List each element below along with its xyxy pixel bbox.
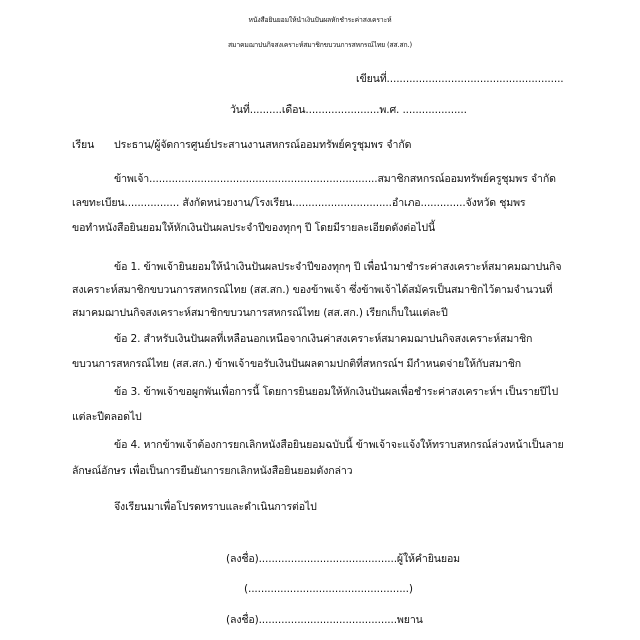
subject-recipient: ประธาน/ผู้จัดการศูนย์ประสานงานสหกรณ์ออมทรัพย์ครูชุมพร จำกัด (114, 139, 412, 151)
intro-line-1: ข้าพเจ้า.......................................................................สมาชิกสหกรณ์ออมทรัพย์ครูชุมพร จำกัด (114, 173, 556, 185)
clause-3-line-1: ข้อ 3. ข้าพเจ้าขอผูกพันเพื่อการนี้ โดยการยินยอมให้หักเงินปันผลเพื่อชำระค่าสงเคราะห์ฯ เป็นรายปีไป (114, 386, 559, 398)
consenter-name-line: (..................................................) (244, 583, 413, 595)
clause-2-line-2: ขบวนการสหกรณ์ไทย (สส.สก.) ข้าพเจ้าขอรับเงินปันผลตามปกติที่สหกรณ์ฯ มีกำหนดจ่ายให้กับสมาชิก (72, 358, 521, 370)
intro-line-3: ขอทำหนังสือยินยอมให้หักเงินปันผลประจำปีของทุกๆ ปี โดยมีรายละเอียดดังต่อไปนี้ (72, 222, 436, 234)
clause-4-line-2: ลักษณ์อักษร เพื่อเป็นการยืนยันการยกเลิกหนังสือยินยอมดังกล่าว (72, 465, 353, 477)
written-at-field: เขียนที่....................................................... (356, 73, 564, 85)
intro-line-2: เลขทะเบียน................. สังกัดหน่วยงาน/โรงเรียน...............................อำเภอ..............จังหวัด ชุมพร (72, 197, 526, 209)
clause-4-line-1: ข้อ 4. หากข้าพเจ้าต้องการยกเลิกหนังสือยินยอมฉบับนี้ ข้าพเจ้าจะแจ้งให้ทราบสหกรณ์ล่วงหน้าเป็นลาย (114, 439, 564, 451)
clause-1-line-1: ข้อ 1. ข้าพเจ้ายินยอมให้นำเงินปันผลประจำปีของทุกๆ ปี เพื่อนำมาชำระค่าสงเคราะห์สมาคมฌาปนกิจ (114, 261, 562, 273)
witness-signature-line: (ลงชื่อ)...........................................พยาน (226, 614, 423, 626)
document-title: หนังสือยินยอมให้นำเงินปันผลหักชำระค่าสงเคราะห์ (248, 16, 392, 24)
clause-1-line-3: สมาคมฌาปนกิจสงเคราะห์สมาชิกขบวนการสหกรณ์ไทย (สส.สก.) เรียกเก็บในแต่ละปี (72, 307, 448, 319)
subject-label: เรียน (72, 139, 95, 151)
document-subtitle: สมาคมฌาปนกิจสงเคราะห์สมาชิกขบวนการสหกรณ์ไทย (สส.สก.) (228, 41, 412, 49)
closing-sentence: จึงเรียนมาเพื่อโปรดทราบและดำเนินการต่อไป (114, 501, 317, 513)
date-field: วันที่..........เดือน.......................พ.ศ. .................... (230, 104, 467, 116)
clause-2-line-1: ข้อ 2. สำหรับเงินปันผลที่เหลือนอกเหนือจากเงินค่าสงเคราะห์สมาคมฌาปนกิจสงเคราะห์สมาชิก (114, 333, 533, 345)
clause-3-line-2: แต่ละปีตลอดไป (72, 411, 142, 423)
consenter-signature-line: (ลงชื่อ)...........................................ผู้ให้คำยินยอม (226, 553, 460, 565)
clause-1-line-2: สงเคราะห์สมาชิกขบวนการสหกรณ์ไทย (สส.สก.) ของข้าพเจ้า ซึ่งข้าพเจ้าได้สมัครเป็นสมาชิกไว้ตามจำนวนที่ (72, 284, 553, 296)
